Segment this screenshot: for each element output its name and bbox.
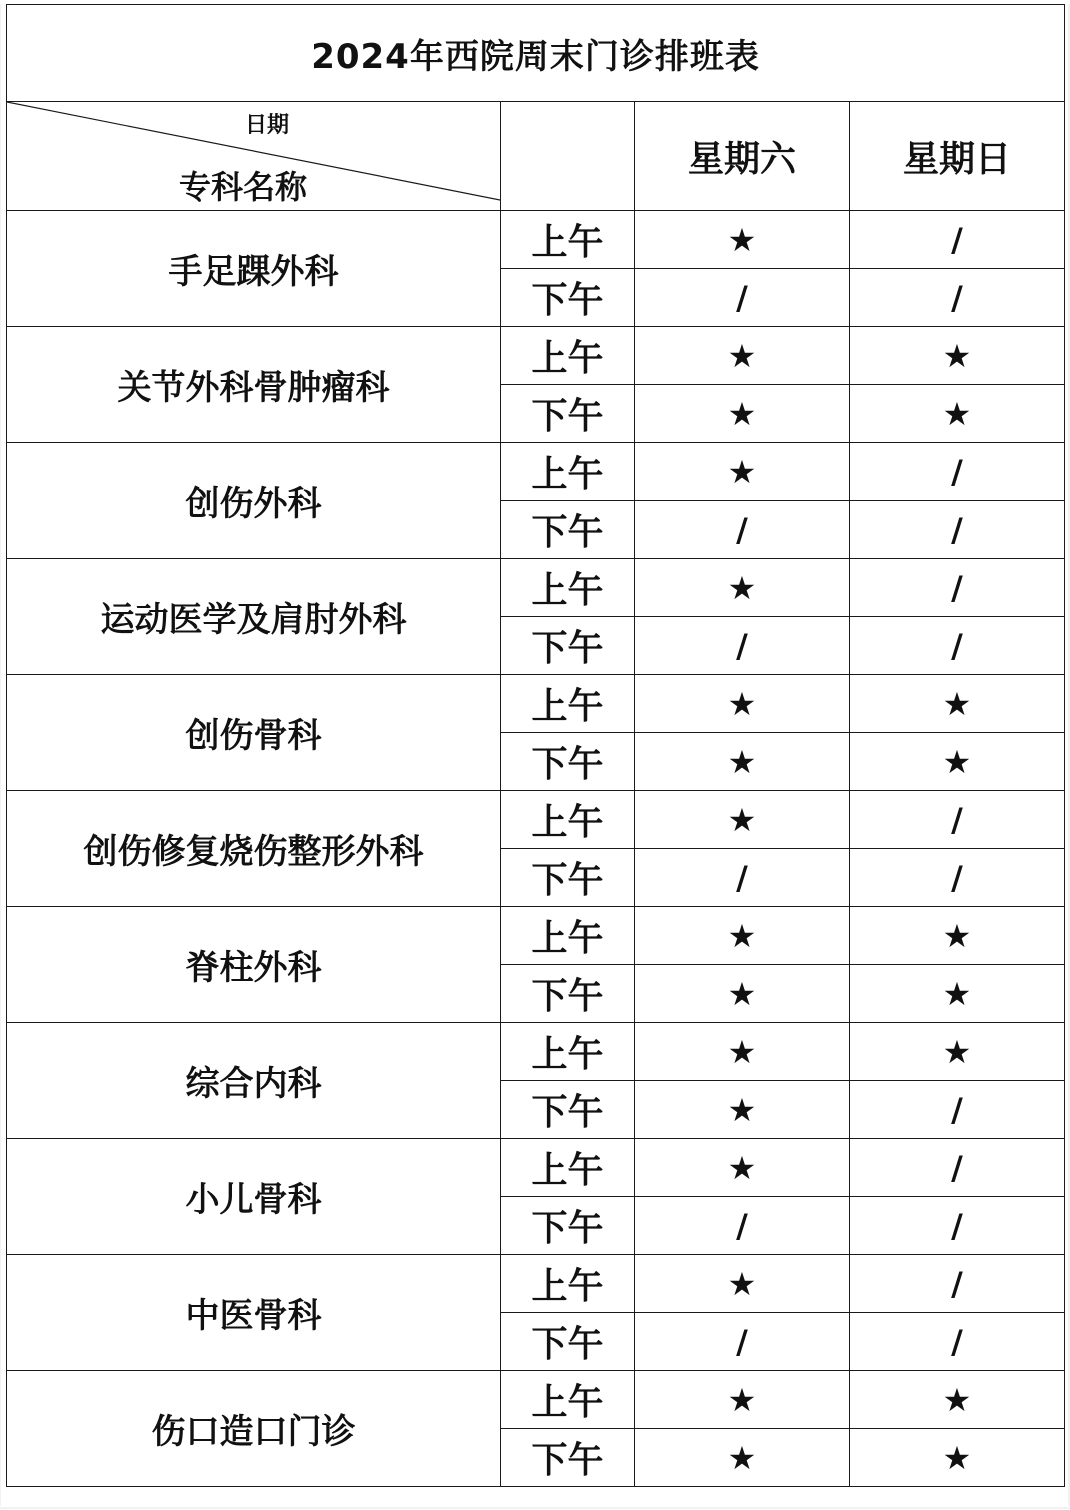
department-name: 创伤修复烧伤整形外科	[7, 791, 501, 907]
period-label: 下午	[501, 1429, 635, 1487]
schedule-table	[6, 4, 1065, 1487]
sunday-availability: /	[850, 443, 1065, 501]
saturday-availability: ★	[635, 385, 850, 443]
saturday-availability: ★	[635, 965, 850, 1023]
sunday-availability: /	[850, 1313, 1065, 1371]
saturday-availability: ★	[635, 733, 850, 791]
period-label: 下午	[501, 849, 635, 907]
saturday-availability: /	[635, 617, 850, 675]
period-header-blank	[501, 102, 635, 211]
department-name: 脊柱外科	[7, 907, 501, 1023]
table-title: 2024年西院周末门诊排班表	[7, 5, 1065, 102]
period-label: 下午	[501, 269, 635, 327]
department-name: 伤口造口门诊	[7, 1371, 501, 1487]
header-row	[7, 102, 1065, 211]
sunday-availability: /	[850, 211, 1065, 269]
saturday-availability: ★	[635, 1429, 850, 1487]
period-label: 下午	[501, 1197, 635, 1255]
dept-label: 专科名称	[179, 168, 308, 206]
department-name: 中医骨科	[7, 1255, 501, 1371]
table-row	[7, 1255, 1065, 1313]
sunday-availability: ★	[850, 1429, 1065, 1487]
sunday-availability: /	[850, 501, 1065, 559]
table-row	[7, 1371, 1065, 1429]
diagonal-header-cell	[7, 102, 501, 211]
saturday-availability: ★	[635, 211, 850, 269]
table-row	[7, 1023, 1065, 1081]
period-label: 下午	[501, 1313, 635, 1371]
table-row	[7, 211, 1065, 269]
department-name: 创伤外科	[7, 443, 501, 559]
sunday-availability: ★	[850, 907, 1065, 965]
saturday-availability: /	[635, 501, 850, 559]
period-label: 下午	[501, 617, 635, 675]
sunday-availability: /	[850, 617, 1065, 675]
sunday-availability: ★	[850, 733, 1065, 791]
period-label: 上午	[501, 1255, 635, 1313]
saturday-availability: ★	[635, 1255, 850, 1313]
sunday-availability: ★	[850, 385, 1065, 443]
sunday-availability: /	[850, 1197, 1065, 1255]
period-label: 上午	[501, 559, 635, 617]
saturday-availability: ★	[635, 559, 850, 617]
period-label: 上午	[501, 791, 635, 849]
saturday-availability: ★	[635, 1371, 850, 1429]
sunday-availability: ★	[850, 965, 1065, 1023]
period-label: 上午	[501, 907, 635, 965]
saturday-availability: ★	[635, 1023, 850, 1081]
date-label: 日期	[245, 113, 290, 138]
sunday-availability: /	[850, 1139, 1065, 1197]
table-row	[7, 443, 1065, 501]
period-label: 上午	[501, 1371, 635, 1429]
sunday-availability: /	[850, 849, 1065, 907]
period-label: 下午	[501, 385, 635, 443]
day-header-sunday: 星期日	[850, 102, 1065, 211]
saturday-availability: ★	[635, 1081, 850, 1139]
table-row	[7, 791, 1065, 849]
saturday-availability: /	[635, 1313, 850, 1371]
sunday-availability: /	[850, 1255, 1065, 1313]
table-row	[7, 327, 1065, 385]
sunday-availability: /	[850, 269, 1065, 327]
saturday-availability: ★	[635, 1139, 850, 1197]
sunday-availability: /	[850, 791, 1065, 849]
department-name: 运动医学及肩肘外科	[7, 559, 501, 675]
period-label: 上午	[501, 1139, 635, 1197]
period-label: 下午	[501, 501, 635, 559]
period-label: 上午	[501, 327, 635, 385]
period-label: 下午	[501, 965, 635, 1023]
department-name: 综合内科	[7, 1023, 501, 1139]
period-label: 下午	[501, 1081, 635, 1139]
saturday-availability: /	[635, 849, 850, 907]
department-name: 创伤骨科	[7, 675, 501, 791]
sunday-availability: /	[850, 559, 1065, 617]
sunday-availability: /	[850, 1081, 1065, 1139]
saturday-availability: ★	[635, 907, 850, 965]
saturday-availability: ★	[635, 327, 850, 385]
table-row	[7, 559, 1065, 617]
period-label: 上午	[501, 211, 635, 269]
saturday-availability: ★	[635, 443, 850, 501]
sunday-availability: ★	[850, 1023, 1065, 1081]
saturday-availability: /	[635, 1197, 850, 1255]
saturday-availability: ★	[635, 675, 850, 733]
saturday-availability: /	[635, 269, 850, 327]
sunday-availability: ★	[850, 1371, 1065, 1429]
sunday-availability: ★	[850, 327, 1065, 385]
sunday-availability: ★	[850, 675, 1065, 733]
table-row	[7, 1139, 1065, 1197]
period-label: 上午	[501, 675, 635, 733]
table-row	[7, 907, 1065, 965]
department-name: 小儿骨科	[7, 1139, 501, 1255]
department-name: 手足踝外科	[7, 211, 501, 327]
table-row	[7, 675, 1065, 733]
saturday-availability: ★	[635, 791, 850, 849]
period-label: 下午	[501, 733, 635, 791]
department-name: 关节外科骨肿瘤科	[7, 327, 501, 443]
day-header-saturday: 星期六	[635, 102, 850, 211]
period-label: 上午	[501, 443, 635, 501]
period-label: 上午	[501, 1023, 635, 1081]
